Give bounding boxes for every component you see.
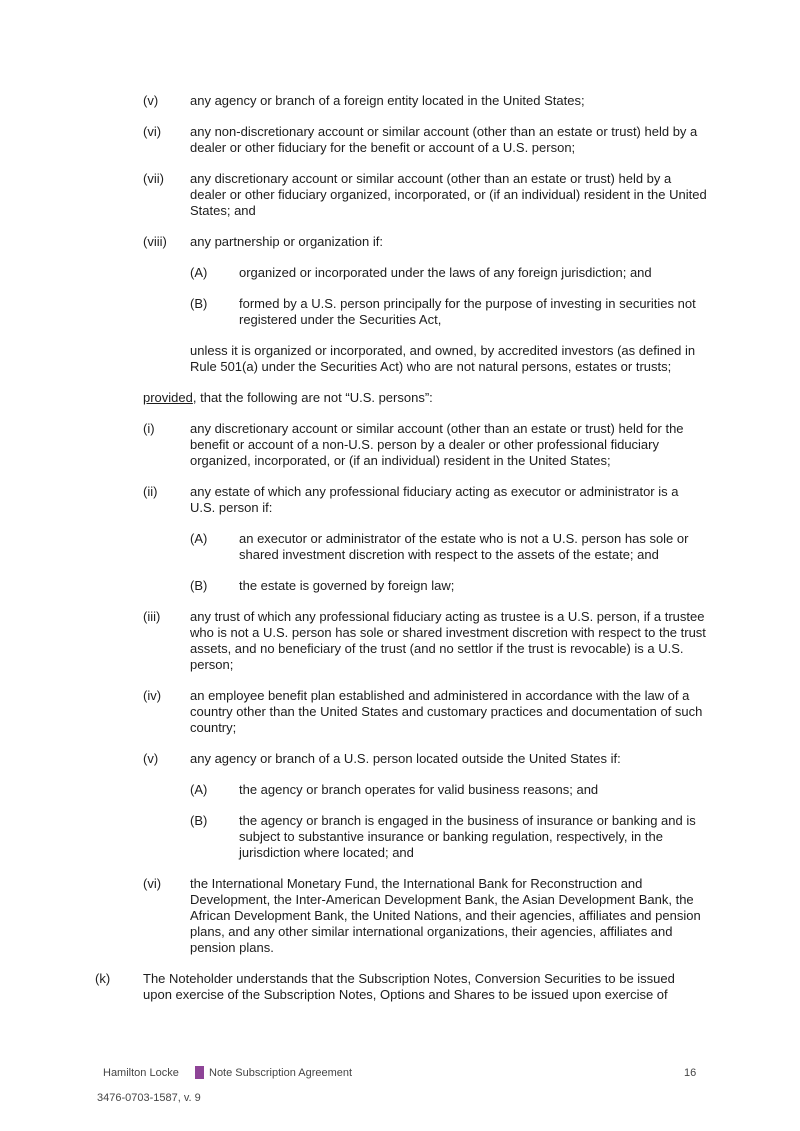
list-item [0,609,800,673]
paragraph-text: organized or incorporated under the laws of any foreign jurisdiction; and [239,265,652,280]
brand-square-icon [195,1066,204,1079]
list-item [0,782,800,798]
paragraph [0,343,800,375]
list-marker: (A) [190,531,208,546]
list-item [0,234,800,250]
footer-document-id: 3476-0703-1587, v. 9 [97,1092,201,1104]
paragraph-text: an employee benefit plan established and administered in accordance with the law of a country other than the United States and customary practices and documentation of such country; [190,688,703,735]
list-item [0,265,800,281]
list-item [0,578,800,594]
footer-page-number: 16 [684,1067,697,1079]
paragraph-text: any partnership or organization if: [190,234,383,249]
list-marker: (viii) [143,234,167,249]
list-item [0,813,800,861]
list-item [0,171,800,219]
paragraph-text: the agency or branch operates for valid business reasons; and [239,782,599,797]
list-item [0,124,800,156]
paragraph-text: any non-discretionary account or similar account (other than an estate or trust) held by a dealer or other fiduciary for the benefit or account of a U.S. person; [190,124,698,155]
paragraph-text: any agency or branch of a U.S. person located outside the United States if: [190,751,621,766]
paragraph-text: any estate of which any professional fiduciary acting as executor or administrator is a U.S. person if: [190,484,679,515]
list-marker: (B) [190,296,208,311]
list-marker: (iii) [143,609,161,624]
list-marker: (B) [190,578,208,593]
list-item [0,484,800,516]
paragraph-text: the agency or branch is engaged in the business of insurance or banking and is subject to substantive insurance or banking regulation, respectively, in the jurisdiction where located; and [239,813,696,860]
list-item [0,531,800,563]
list-item [0,971,800,1003]
list-marker: (vii) [143,171,164,186]
list-item [0,296,800,328]
paragraph-text: the estate is governed by foreign law; [239,578,455,593]
list-marker: (A) [190,265,208,280]
paragraph-text: The Noteholder understands that the Subscription Notes, Conversion Securities to be issued upon exercise of the Subscription Notes, Options and Shares to be issued upon exercise of [143,971,675,1002]
footer-document-title: Note Subscription Agreement [209,1067,353,1079]
paragraph-text: the International Monetary Fund, the International Bank for Reconstruction and Development, the Inter-American Development Bank, the Asian Development Bank, the African Development Bank, the United Nations, and their agencies, affiliates and pension plans, and any other similar international organizations, their agencies, affiliates and pension plans. [190,876,701,955]
paragraph-text: any discretionary account or similar account (other than an estate or trust) held by a dealer or other fiduciary organized, incorporated, or (if an individual) resident in the United States; and [190,171,707,218]
paragraph [0,390,800,406]
list-marker: (B) [190,813,208,828]
paragraph-text: unless it is organized or incorporated, and owned, by accredited investors (as defined in Rule 501(a) under the Securities Act) who are not natural persons, estates or trusts; [190,343,696,374]
list-marker: (vi) [143,876,162,891]
list-item [0,688,800,736]
paragraph-text: any trust of which any professional fiduciary acting as trustee is a U.S. person, if a trustee who is not a U.S. person has sole or shared investment discretion with respect to the trust assets, and no beneficiary of the trust (and no settlor if the trust is revocable) is a U.S. person; [190,609,706,672]
paragraph-text: formed by a U.S. person principally for the purpose of investing in securities not registered under the Securities Act, [239,296,696,327]
paragraph-text: any agency or branch of a foreign entity located in the United States; [190,93,585,108]
document-body [0,93,800,1018]
list-marker: (iv) [143,688,162,703]
paragraph-text: an executor or administrator of the estate who is not a U.S. person has sole or shared investment discretion with respect to the assets of the estate; and [239,531,689,562]
list-marker: (v) [143,93,159,108]
list-marker: (A) [190,782,208,797]
footer-firm-name: Hamilton Locke [103,1067,179,1079]
paragraph-text: any discretionary account or similar account (other than an estate or trust) held for the benefit or account of a non-U.S. person by a dealer or other professional fiduciary organized, incorporated, or (if an individual) resident in the United States; [190,421,684,468]
list-marker: (k) [95,971,111,986]
underlined-term: provided [143,390,193,405]
list-marker: (i) [143,421,155,436]
list-marker: (v) [143,751,159,766]
list-item [0,876,800,956]
paragraph-text: provided, that the following are not “U.S. persons”: [143,390,433,405]
list-marker: (ii) [143,484,158,499]
list-item [0,93,800,109]
list-item [0,421,800,469]
list-item [0,751,800,767]
list-marker: (vi) [143,124,162,139]
